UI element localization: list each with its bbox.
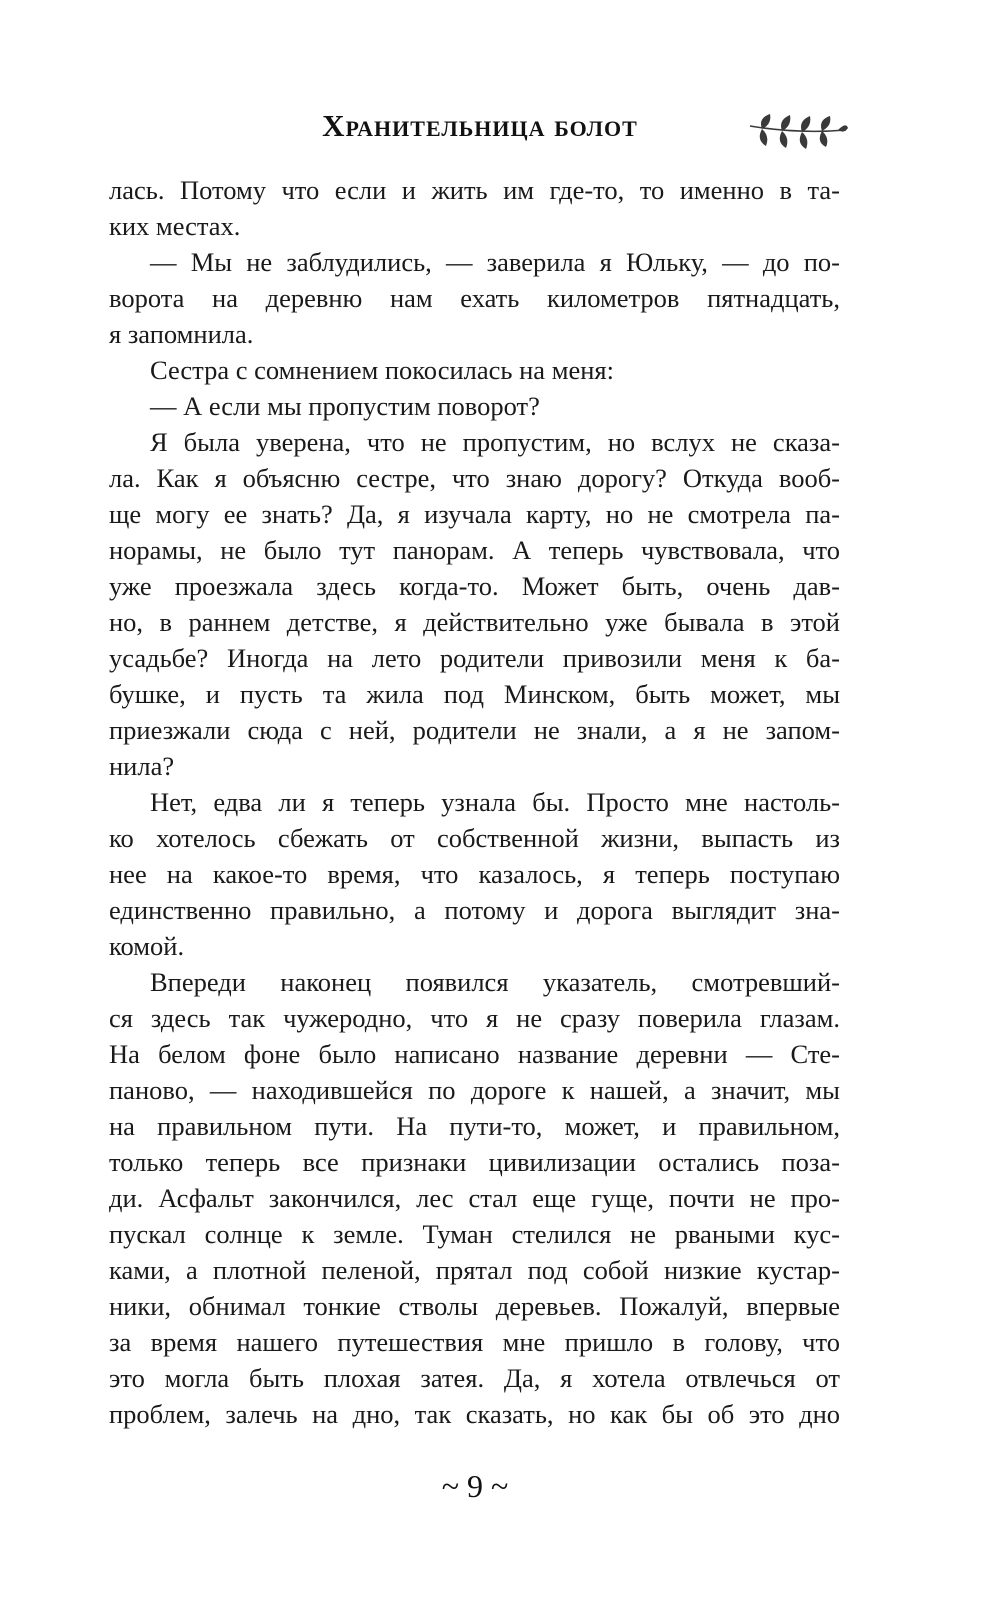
text-line: единственно правильно, а потому и дорога выглядит зна- bbox=[109, 895, 840, 925]
text-line: ся здесь так чужеродно, что я не сразу поверила глазам. bbox=[109, 1003, 840, 1033]
text-line: — Мы не заблудились, — заверила я Юльку, — до по- bbox=[150, 247, 840, 277]
text-line: ворота на деревню нам ехать километров пятнадцать, bbox=[109, 283, 840, 313]
page-number: ~ 9 ~ bbox=[441, 1468, 509, 1504]
text-line: ла. Как я объясню сестре, что знаю дорогу? Откуда вооб- bbox=[109, 463, 840, 493]
text-line: это могла быть плохая затея. Да, я хотела отвлечься от bbox=[109, 1363, 840, 1393]
text-line: комой. bbox=[109, 931, 185, 961]
text-line: Впереди наконец появился указатель, смотревший- bbox=[150, 967, 840, 997]
page-body-text bbox=[109, 172, 840, 1432]
text-line: уже проезжала здесь когда-то. Может быть, очень дав- bbox=[109, 571, 840, 601]
text-line: ких местах. bbox=[109, 211, 241, 241]
text-line: я запомнила. bbox=[109, 319, 254, 349]
text-line: паново, — находившейся по дороге к нашей, а значит, мы bbox=[109, 1075, 840, 1105]
text-line: Нет, едва ли я теперь узнала бы. Просто мне настоль- bbox=[150, 787, 840, 817]
text-line: бушке, и пусть та жила под Минском, быть может, мы bbox=[109, 679, 840, 709]
text-line: норамы, не было тут панорам. А теперь чувствовала, что bbox=[109, 535, 840, 565]
text-line: На белом фоне было написано название деревни — Сте- bbox=[109, 1039, 840, 1069]
text-line: нее на какое-то время, что казалось, я теперь поступаю bbox=[109, 859, 840, 889]
text-line: проблем, залечь на дно, так сказать, но как бы об это дно bbox=[109, 1399, 840, 1429]
text-line: Сестра с сомнением покосилась на меня: bbox=[150, 355, 614, 385]
text-line: ники, обнимал тонкие стволы деревьев. Пожалуй, впервые bbox=[109, 1291, 840, 1321]
running-title: Хранительница болот bbox=[322, 108, 638, 143]
text-line: нила? bbox=[109, 751, 175, 781]
text-line: на правильном пути. На пути-то, может, и правильном, bbox=[109, 1111, 840, 1141]
text-line: за время нашего путешествия мне пришло в голову, что bbox=[109, 1327, 840, 1357]
text-line: ще могу ее знать? Да, я изучала карту, но не смотрела па- bbox=[109, 499, 840, 529]
text-line: ками, а плотной пеленой, прятал под собой низкие кустар- bbox=[109, 1255, 840, 1285]
text-line: ко хотелось сбежать от собственной жизни, выпасть из bbox=[109, 823, 840, 853]
running-header bbox=[0, 108, 1000, 152]
text-line: Я была уверена, что не пропустим, но вслух не сказа- bbox=[150, 427, 840, 457]
text-line: — А если мы пропустим поворот? bbox=[150, 391, 540, 421]
text-line: лась. Потому что если и жить им где-то, то именно в та- bbox=[109, 175, 840, 205]
text-line: пускал солнце к земле. Туман стелился не рваными кус- bbox=[109, 1219, 840, 1249]
text-line: приезжали сюда с ней, родители не знали, а я не запом- bbox=[109, 715, 840, 745]
text-line: но, в раннем детстве, я действительно уже бывала в этой bbox=[109, 607, 840, 637]
text-line: усадьбе? Иногда на лето родители привозили меня к ба- bbox=[109, 643, 840, 673]
text-line: ди. Асфальт закончился, лес стал еще гуще, почти не про- bbox=[109, 1183, 840, 1213]
leaf-branch-ornament-icon bbox=[748, 112, 848, 152]
text-line: только теперь все признаки цивилизации остались поза- bbox=[109, 1147, 840, 1177]
